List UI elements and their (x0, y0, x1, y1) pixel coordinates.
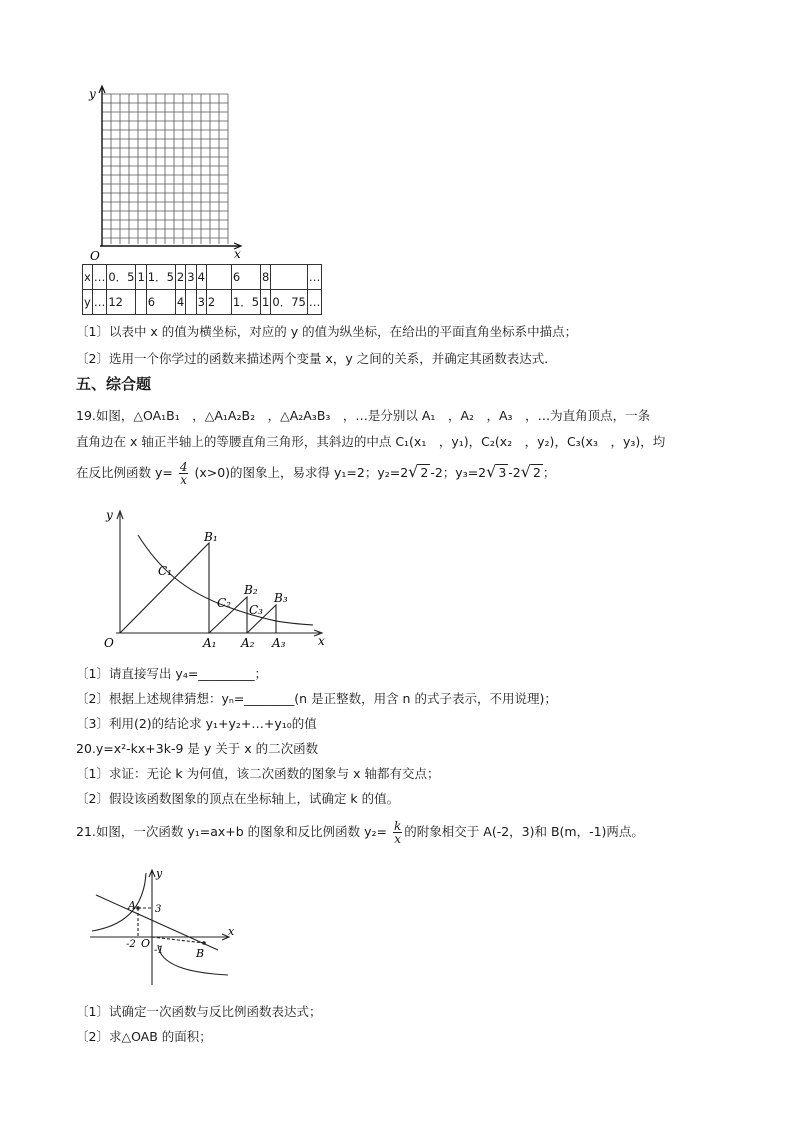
q19-sqrt-b: 3 (498, 465, 507, 480)
grid-x-label: x (234, 247, 241, 261)
table-cell: y (83, 290, 93, 315)
q19-fig-B1: B₁ (204, 530, 218, 544)
section-title: 五、综合题 (76, 375, 152, 393)
table-cell: 1．5 (231, 290, 260, 315)
q19-fig-O: O (104, 636, 114, 650)
q18-part1: 〔1〕以表中 x 的值为横坐标，对应的 y 的值为纵坐标，在给出的平面直角坐标系中描点； (76, 324, 578, 339)
q20-part2: 〔2〕假设该函数图象的顶点在坐标轴上，试确定 k 的值。 (76, 791, 400, 806)
q19-fig-x: x (318, 634, 325, 648)
table-cell: 1．5 (146, 265, 175, 290)
q19-line3-pre: 在反比例函数 y= (76, 465, 177, 480)
table-row (83, 290, 322, 315)
q19-line3-mid: (x>0)的图象上，易求得 y₁=2；y₂=2 (190, 465, 409, 480)
table-cell (271, 265, 307, 290)
q19-fraction (179, 461, 189, 486)
grid-origin-label: O (90, 249, 100, 263)
q21-point-b (202, 941, 206, 945)
q19-fig-B2: B₂ (244, 583, 258, 597)
table-cell: … (92, 265, 107, 290)
q19-fig-A3: A₃ (272, 636, 286, 650)
table-row (83, 265, 322, 290)
q21-part2: 〔2〕求△OAB 的面积； (76, 1029, 212, 1044)
q21-frac-num: k (394, 819, 402, 833)
table-cell: … (92, 290, 107, 315)
q21-fig-A: A (128, 899, 136, 912)
q19-frac-den: x (180, 473, 188, 487)
table-cell: 3 (186, 265, 196, 290)
q19-part1: 〔1〕请直接写出 y₄=_________； (76, 666, 268, 681)
table-cell: 3 (196, 290, 206, 315)
table-cell: … (307, 265, 322, 290)
q20-part1: 〔1〕求证：无论 k 为何值，该二次函数的图象与 x 轴都有交点； (76, 766, 440, 781)
table-cell (136, 290, 146, 315)
table-cell: 2 (206, 290, 231, 315)
table-cell: 1 (261, 290, 271, 315)
q20-title: 20.y=x²-kx+3k-9 是 y 关于 x 的二次函数 (76, 741, 319, 756)
q21-part1: 〔1〕试确定一次函数与反比例函数表达式； (76, 1004, 322, 1019)
xy-table (82, 264, 322, 315)
table-cell: 6 (146, 290, 175, 315)
table-cell: 1 (136, 265, 146, 290)
table-cell: 4 (196, 265, 206, 290)
q19-line1: 19.如图，△OA₁B₁ ，△A₁A₂B₂ ，△A₂A₃B₃ ，…是分别以 A₁ ，A₂ ，A₃ ，…为直角顶点，一条 (76, 408, 651, 423)
q19-frac-num: 4 (179, 460, 188, 474)
table-cell: 12 (107, 290, 136, 315)
q19-fig-y: y (106, 508, 113, 522)
grid-lines (102, 94, 228, 244)
q21-fraction (393, 820, 402, 845)
q21-fig-B: B (196, 947, 205, 960)
table-cell: 2 (175, 265, 185, 290)
q19-line3 (76, 458, 555, 487)
q19-fig-C2: C₂ (217, 596, 231, 610)
sqrt-symbol: √ 2 (520, 462, 541, 481)
q19-fig-A1: A₁ (203, 636, 217, 650)
q21-figure (88, 865, 248, 990)
table-cell (186, 290, 196, 315)
sqrt-symbol: √ 2 (408, 462, 429, 481)
q21-fig-y: y (156, 867, 163, 880)
q21-fig-three: 3 (155, 904, 162, 915)
q19-fig-C1: C₁ (158, 564, 172, 578)
q19-line2: 直角边在 x 轴正半轴上的等腰直角三角形，其斜边的中点 C₁(x₁ ，y₁)，C₂(x₂ ，y₂)，C₃(x₃ ，y₃)，均 (76, 434, 666, 449)
q21-post: 的附象相交于 A(-2，3)和 B(m，-1)两点。 (404, 824, 644, 839)
q21-pre: 21.如图，一次函数 y₁=ax+b 的图象和反比例函数 y₂= (76, 824, 392, 839)
triangle-1 (120, 543, 209, 633)
q19-sqrt-a: 2 (420, 465, 429, 480)
q19-fig-C3: C₃ (249, 603, 263, 617)
q21-point-a (136, 906, 140, 910)
table-cell: 0．75 (271, 290, 307, 315)
grid-y-label: y (89, 87, 96, 101)
q21-frac-den: x (394, 832, 402, 846)
table-cell: 6 (231, 265, 260, 290)
q19-part2: 〔2〕根据上述规律猜想：yₙ=________(n 是正整数，用含 n 的式子表示，不用说理)； (76, 691, 557, 706)
q18-part2: 〔2〕选用一个你学过的函数来描述两个变量 x，y 之间的关系，并确定其函数表达式． (76, 351, 557, 366)
q21-curve-left (92, 873, 146, 931)
sqrt-symbol: √ 3 (486, 462, 507, 481)
q19-fig-B3: B₃ (274, 591, 288, 605)
q19-part3: 〔3〕利用(2)的结论求 y₁+y₂+…+y₁₀的值 (76, 716, 317, 731)
table-cell: 8 (261, 265, 271, 290)
table-cell: 4 (175, 290, 185, 315)
grid-figure (82, 84, 252, 264)
q19-line3-mid2: -2；y₃=2 (430, 465, 487, 480)
q19-line3-mid3: -2 (508, 465, 521, 480)
q19-curve (138, 535, 313, 625)
q19-line3-end: ； (542, 465, 556, 480)
table-cell: … (307, 290, 322, 315)
table-cell (206, 265, 231, 290)
q19-figure (88, 505, 338, 655)
q19-sqrt-c: 2 (532, 465, 541, 480)
q21-fig-x: x (228, 925, 235, 938)
table-cell: 0．5 (107, 265, 136, 290)
q21-fig-O: O (141, 937, 151, 950)
q19-fig-A2: A₂ (241, 636, 255, 650)
table-cell: x (83, 265, 93, 290)
q21-fig-neg2: -2 (126, 939, 136, 950)
q21-title (76, 818, 644, 846)
q21-fig-neg1: -1 (154, 945, 164, 956)
